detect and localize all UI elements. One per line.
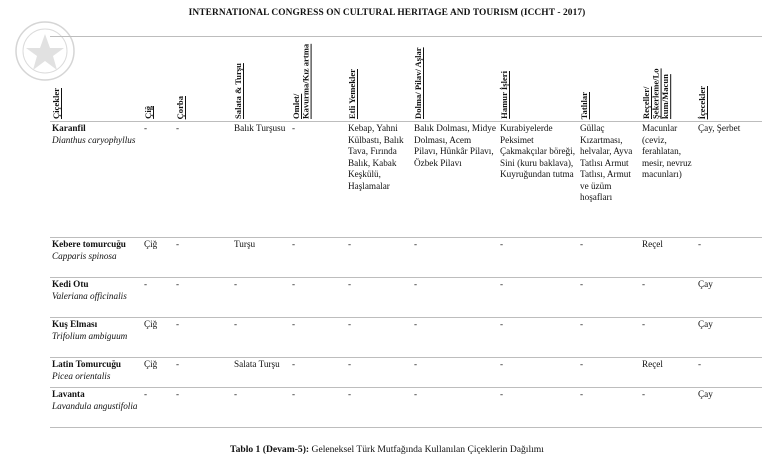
flower-latin-name: Trifolium ambiguum <box>52 330 128 341</box>
column-header-flowers: Çiçekler <box>50 37 142 122</box>
table-cell: Çiğ <box>142 318 174 358</box>
table-cell: - <box>290 318 346 358</box>
table-cell: - <box>142 278 174 318</box>
table-cell: - <box>346 358 412 388</box>
table-cell: Çay <box>696 388 762 428</box>
table-row <box>50 238 762 278</box>
table-cell: - <box>640 388 696 428</box>
table-cell: - <box>346 238 412 278</box>
table-cell: - <box>232 388 290 428</box>
flower-latin-name: Dianthus caryophyllus <box>52 134 136 145</box>
table-cell: Reçel <box>640 358 696 388</box>
table-cell: - <box>290 278 346 318</box>
table-cell: Çiğ <box>142 238 174 278</box>
table-cell: - <box>174 122 232 238</box>
table-cell: - <box>346 318 412 358</box>
table-cell: Turşu <box>232 238 290 278</box>
table-caption-text: Geleneksel Türk Mutfağında Kullanılan Çiçeklerin Dağılımı <box>311 444 544 455</box>
table-row <box>50 278 762 318</box>
table-cell: - <box>578 358 640 388</box>
table-cell: - <box>174 388 232 428</box>
table-cell: Çay <box>696 278 762 318</box>
table-cell: - <box>290 358 346 388</box>
table-cell: - <box>640 278 696 318</box>
table-cell: - <box>640 318 696 358</box>
table-cell: - <box>232 278 290 318</box>
table-header-row <box>50 37 762 122</box>
table-cell: - <box>174 318 232 358</box>
table-cell: - <box>412 358 498 388</box>
flower-cell <box>50 122 142 238</box>
table-cell: Balık Dolması, Midye Dolması, Acem Pilavı, Hünkâr Pilavı, Özbek Pilavı <box>412 122 498 238</box>
table-cell: Çiğ <box>142 358 174 388</box>
table-cell: - <box>142 122 174 238</box>
flower-latin-name: Valeriana officinalis <box>52 290 127 301</box>
column-header-dolma-pilaf: Dolma/ Pilav/ Aşlar <box>412 37 498 122</box>
table-cell: - <box>142 388 174 428</box>
flower-cell <box>50 278 142 318</box>
table-cell: Balık Turşusu <box>232 122 290 238</box>
flower-cell <box>50 238 142 278</box>
table-cell: - <box>578 278 640 318</box>
table-cell: Güllaç Kızartması, helvalar, Ayva Tatlısı Armut Tatlısı, Armut ve üzüm hoşafları <box>578 122 640 238</box>
table-cell: Kebap, Yahni Külbastı, Balık Tava, Fırında Balık, Kabak Keşkülü, Haşlamalar <box>346 122 412 238</box>
flower-common-name: Lavanta <box>52 389 85 399</box>
table-cell: - <box>498 318 578 358</box>
table-cell: - <box>578 238 640 278</box>
flower-common-name: Karanfil <box>52 123 86 133</box>
table-cell: - <box>346 388 412 428</box>
flower-common-name: Kebere tomurcuğu <box>52 239 126 249</box>
table-cell: Çay <box>696 318 762 358</box>
table-cell: - <box>498 238 578 278</box>
table-cell: - <box>290 388 346 428</box>
table-cell: - <box>696 358 762 388</box>
running-header: INTERNATIONAL CONGRESS ON CULTURAL HERITAGE AND TOURISM (ICCHT - 2017) <box>188 8 586 18</box>
column-header-raw: Çiğ <box>142 37 174 122</box>
table-cell: - <box>174 358 232 388</box>
table-cell: - <box>232 318 290 358</box>
flower-cell <box>50 358 142 388</box>
table-cell: - <box>498 388 578 428</box>
flower-latin-name: Lavandula angustifolia <box>52 400 138 411</box>
column-header-jams-candy: Reçeller/ Şekerleme/Lo kum/Macun <box>640 37 696 122</box>
table-cell: - <box>290 238 346 278</box>
table-cell: - <box>412 238 498 278</box>
table-caption <box>0 444 774 455</box>
flower-latin-name: Capparis spinosa <box>52 250 117 261</box>
table-cell: Reçel <box>640 238 696 278</box>
table-cell: - <box>346 278 412 318</box>
column-header-salad-pickle: Salata & Turşu <box>232 37 290 122</box>
table-cell: Salata Turşu <box>232 358 290 388</box>
table-row <box>50 358 762 388</box>
flower-cell <box>50 388 142 428</box>
table-cell: - <box>290 122 346 238</box>
table-cell: Kurabiyelerde Peksimet Çakmakçılar böreği, Sini (kuru baklava), Kuyruğundan tutma <box>498 122 578 238</box>
flower-cell <box>50 318 142 358</box>
flower-common-name: Kedi Otu <box>52 279 89 289</box>
table-cell: Çay, Şerbet <box>696 122 762 238</box>
column-header-desserts: Tatlılar <box>578 37 640 122</box>
column-header-meat-dishes: Etli Yemekler <box>346 37 412 122</box>
flower-distribution-table <box>50 36 762 428</box>
table-cell: - <box>412 318 498 358</box>
column-header-beverages: İçecekler <box>696 37 762 122</box>
table-row <box>50 388 762 428</box>
flower-common-name: Kuş Elması <box>52 319 98 329</box>
table-row <box>50 122 762 238</box>
table-cell: - <box>174 278 232 318</box>
table-cell: - <box>412 388 498 428</box>
table-cell: Macunlar (ceviz, ferahlatan, mesir, nevruz macunları) <box>640 122 696 238</box>
flower-common-name: Latin Tomurcuğu <box>52 359 122 369</box>
table-caption-label: Tablo 1 (Devam-5): <box>230 444 310 455</box>
flower-latin-name: Picea orientalis <box>52 370 111 381</box>
table-cell: - <box>412 278 498 318</box>
column-header-pastry: Hamur İşleri <box>498 37 578 122</box>
table-cell: - <box>696 238 762 278</box>
table-cell: - <box>498 358 578 388</box>
table-cell: - <box>578 388 640 428</box>
table-cell: - <box>174 238 232 278</box>
column-header-omelet-roast: Omlet/ Kavurma/Kız artma <box>290 37 346 122</box>
flower-distribution-table-container <box>50 36 762 428</box>
table-cell: - <box>578 318 640 358</box>
table-cell: - <box>498 278 578 318</box>
table-row <box>50 318 762 358</box>
column-header-soup: Çorba <box>174 37 232 122</box>
